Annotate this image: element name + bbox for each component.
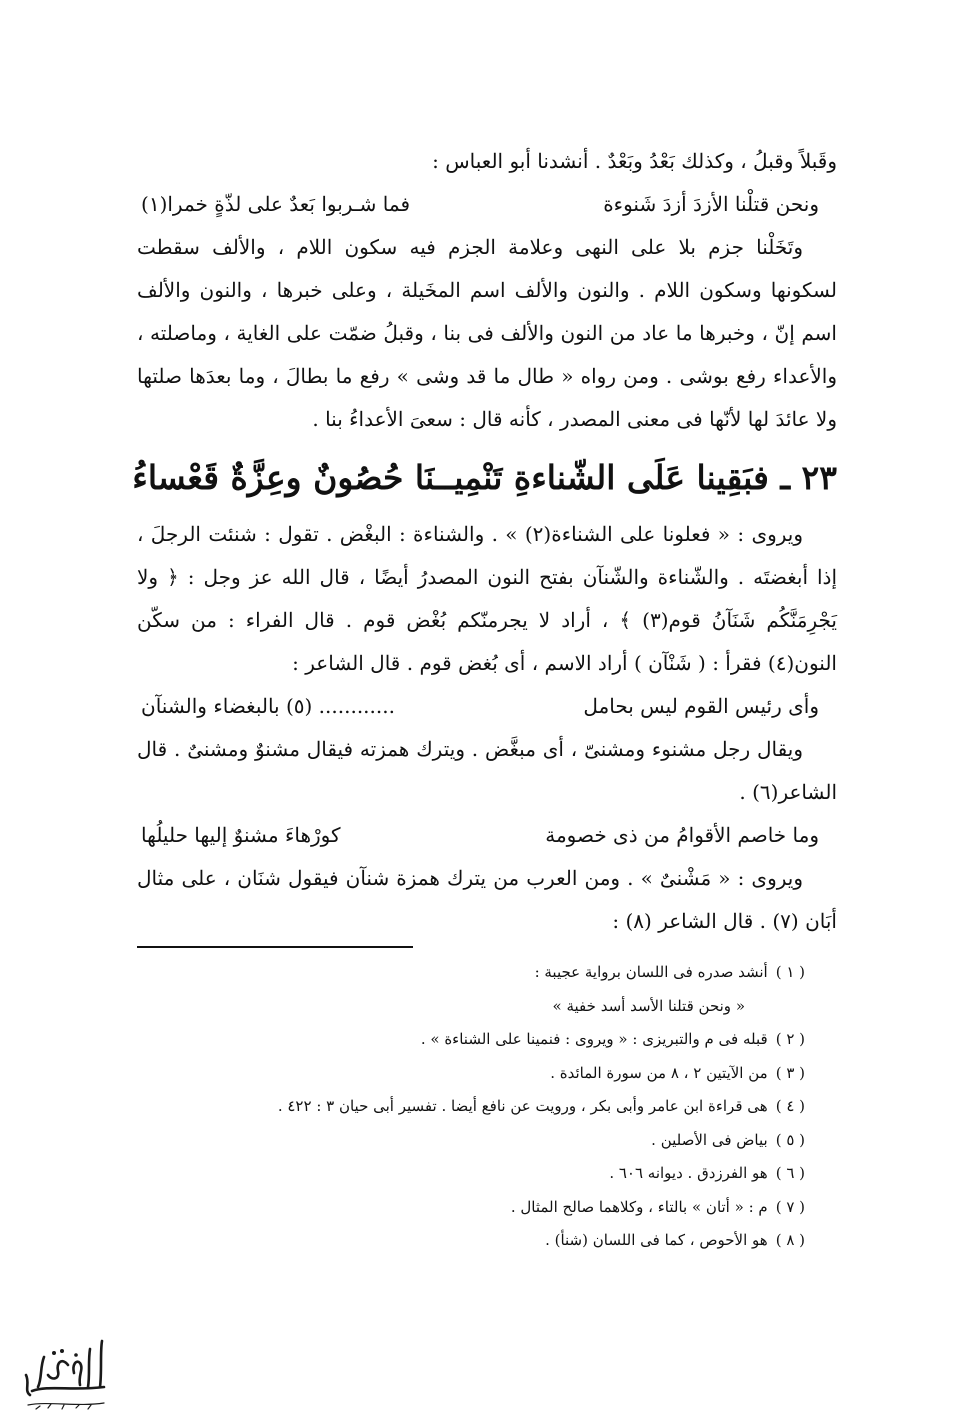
footnote-6: [125, 1157, 805, 1191]
footnote-text: م : « أتان » بالتاء ، وكلاهما صالح المثال .: [510, 1197, 768, 1216]
footnote-5: [125, 1124, 805, 1158]
verse-1-second-hemistich: فما شـربوا بَعدٌ على لذّةٍ خمرا(١): [141, 192, 411, 216]
main-text: [132, 140, 837, 943]
verse-2-first-hemistich: وأى رئيس القوم ليس بحامل: [583, 694, 819, 718]
verse-1-first-hemistich: ونحن قتلْنا الأزدَ أزدَ شَنوءة: [603, 192, 819, 216]
main-verse-23: [132, 447, 837, 509]
commentary-paragraph-4: ويروى : « مَشْنىٌ » . ومن العرب من يترك همزة شنآن فيقول شنَان ، على مثال أبَان (٧) . قال الشاعر (٨) :: [137, 866, 837, 933]
footnote-7: [125, 1191, 805, 1225]
library-stamp-logo-icon: [18, 1335, 110, 1415]
footnote-text: هى قراءة ابن عامر وأبى بكر ، ورويت عن نافع أيضا . تفسير أبى حيان ٣ : ٤٢٢ .: [277, 1097, 768, 1115]
footnote-text: من الآيتين ٢ ، ٨ من سورة المائدة .: [550, 1063, 768, 1082]
opening-line: وقَبلاً وقبلُ ، وكذلك بَعْدُ وبَعْدٌ . أنشدنا أبو العباس :: [432, 149, 837, 173]
footnote-3: [125, 1057, 805, 1091]
footnote-number: ( ٧ ): [775, 1197, 805, 1216]
footnotes: [125, 956, 805, 1258]
verse-3-second-hemistich: كورْهاءَ مشنوٌ إليها حليلُها: [141, 823, 341, 847]
footnote-2: [125, 1023, 805, 1057]
footnote-text: بياض فى الأصلين .: [651, 1130, 768, 1149]
commentary-paragraph-1: وتَخَلْنا جزم بلا على النهى وعلامة الجزم فيه سكون اللام ، والألف سقطت لسكونها وسكون اللام . والنون والألف اسم المخَيلة ، وعلى خبرها ، والنون والألف اسم إنّ ، وخبرها ما عاد من النون والألف فى بنا ، وقبلُ ضمّت على الغاية ، وماصلته ، والأعداء رفع بوشى . ومن رواه « طال ما قد وشى » رفع ما بطالَ ، وما بعدَها صلتها ولا عائدَ لها لأنّها فى معنى المصدر ، كأنه قال : سعىَ الأعداءُ بنا .: [137, 235, 837, 431]
footnote-separator: [137, 946, 413, 948]
footnote-number: ( ٦ ): [775, 1164, 805, 1182]
verse-3-first-hemistich: وما خاصم الأقوامُ من ذى خصومة: [545, 823, 819, 847]
footnote-number: ( ١ ): [775, 963, 805, 981]
footnote-number: ( ٥ ): [775, 1130, 805, 1149]
footnote-text: أنشد صدره فى اللسان برواية عجيبة :: [534, 963, 768, 981]
footnote-1: [125, 956, 805, 990]
footnote-1-continuation: [125, 990, 805, 1024]
footnote-text: قبله فى م والتبريزى : « ويروى : فنمينا على الشناءة » .: [420, 1030, 768, 1048]
footnote-number: ( ٨ ): [775, 1231, 805, 1249]
footnote-text: هو الأحوص ، كما فى اللسان (شنأ) .: [545, 1231, 768, 1249]
footnote-number: ( ٢ ): [775, 1030, 805, 1048]
poetry-verse-1: [137, 183, 837, 226]
footnote-text: « ونحن قتلنا الأسد أسد خفية »: [552, 996, 745, 1015]
verse-23-first-hemistich: ٢٣ ـ فبَقِينا عَلَى الشّناءةِ تَنْمِيـ: [444, 458, 837, 497]
footnote-number: ( ٤ ): [775, 1097, 805, 1115]
poetry-verse-2: [137, 685, 837, 728]
commentary-paragraph-3: ويقال رجل مشنوء ومشنىّ ، أى مبغَّض . ويترك همزته فيقال مشنوٌ ومشنىٌ . قال الشاعر(٦) .: [137, 737, 837, 804]
footnote-4: [125, 1090, 805, 1124]
footnote-number: ( ٣ ): [775, 1063, 805, 1082]
verse-23-second-hemistich: ـنَا حُصُونٌ وعِزَّةٌ قَعْساءُ: [132, 458, 445, 497]
verse-2-second-hemistich: ............ (٥) بالبغضاء والشنآن: [141, 694, 395, 718]
footnote-8: [125, 1224, 805, 1258]
poetry-verse-3: [137, 814, 837, 857]
commentary-paragraph-2: ويروى : « فعلونا على الشناءة(٢) » . والشناءة : البغْض . تقول : شنئت الرجلَ ، إذا أبغضتَه . والشّناءة والشّنآن بفتح النون المصدرُ أيضًا ، قال الله عز وجل : ﴿ ولا يَجْرِمَنَّكُم شَنَآنُ قوم(٣) ﴾ ، أراد لا يجرمنّكم بُغْض قوم . قال الفراء : من سكّن النون(٤) فقرأ : ( شَنْآن ) أراد الاسم ، أى بُغض قوم . قال الشاعر :: [137, 522, 837, 675]
footnote-text: هو الفرزدق . ديوانه ٦٠٦ .: [609, 1164, 768, 1182]
